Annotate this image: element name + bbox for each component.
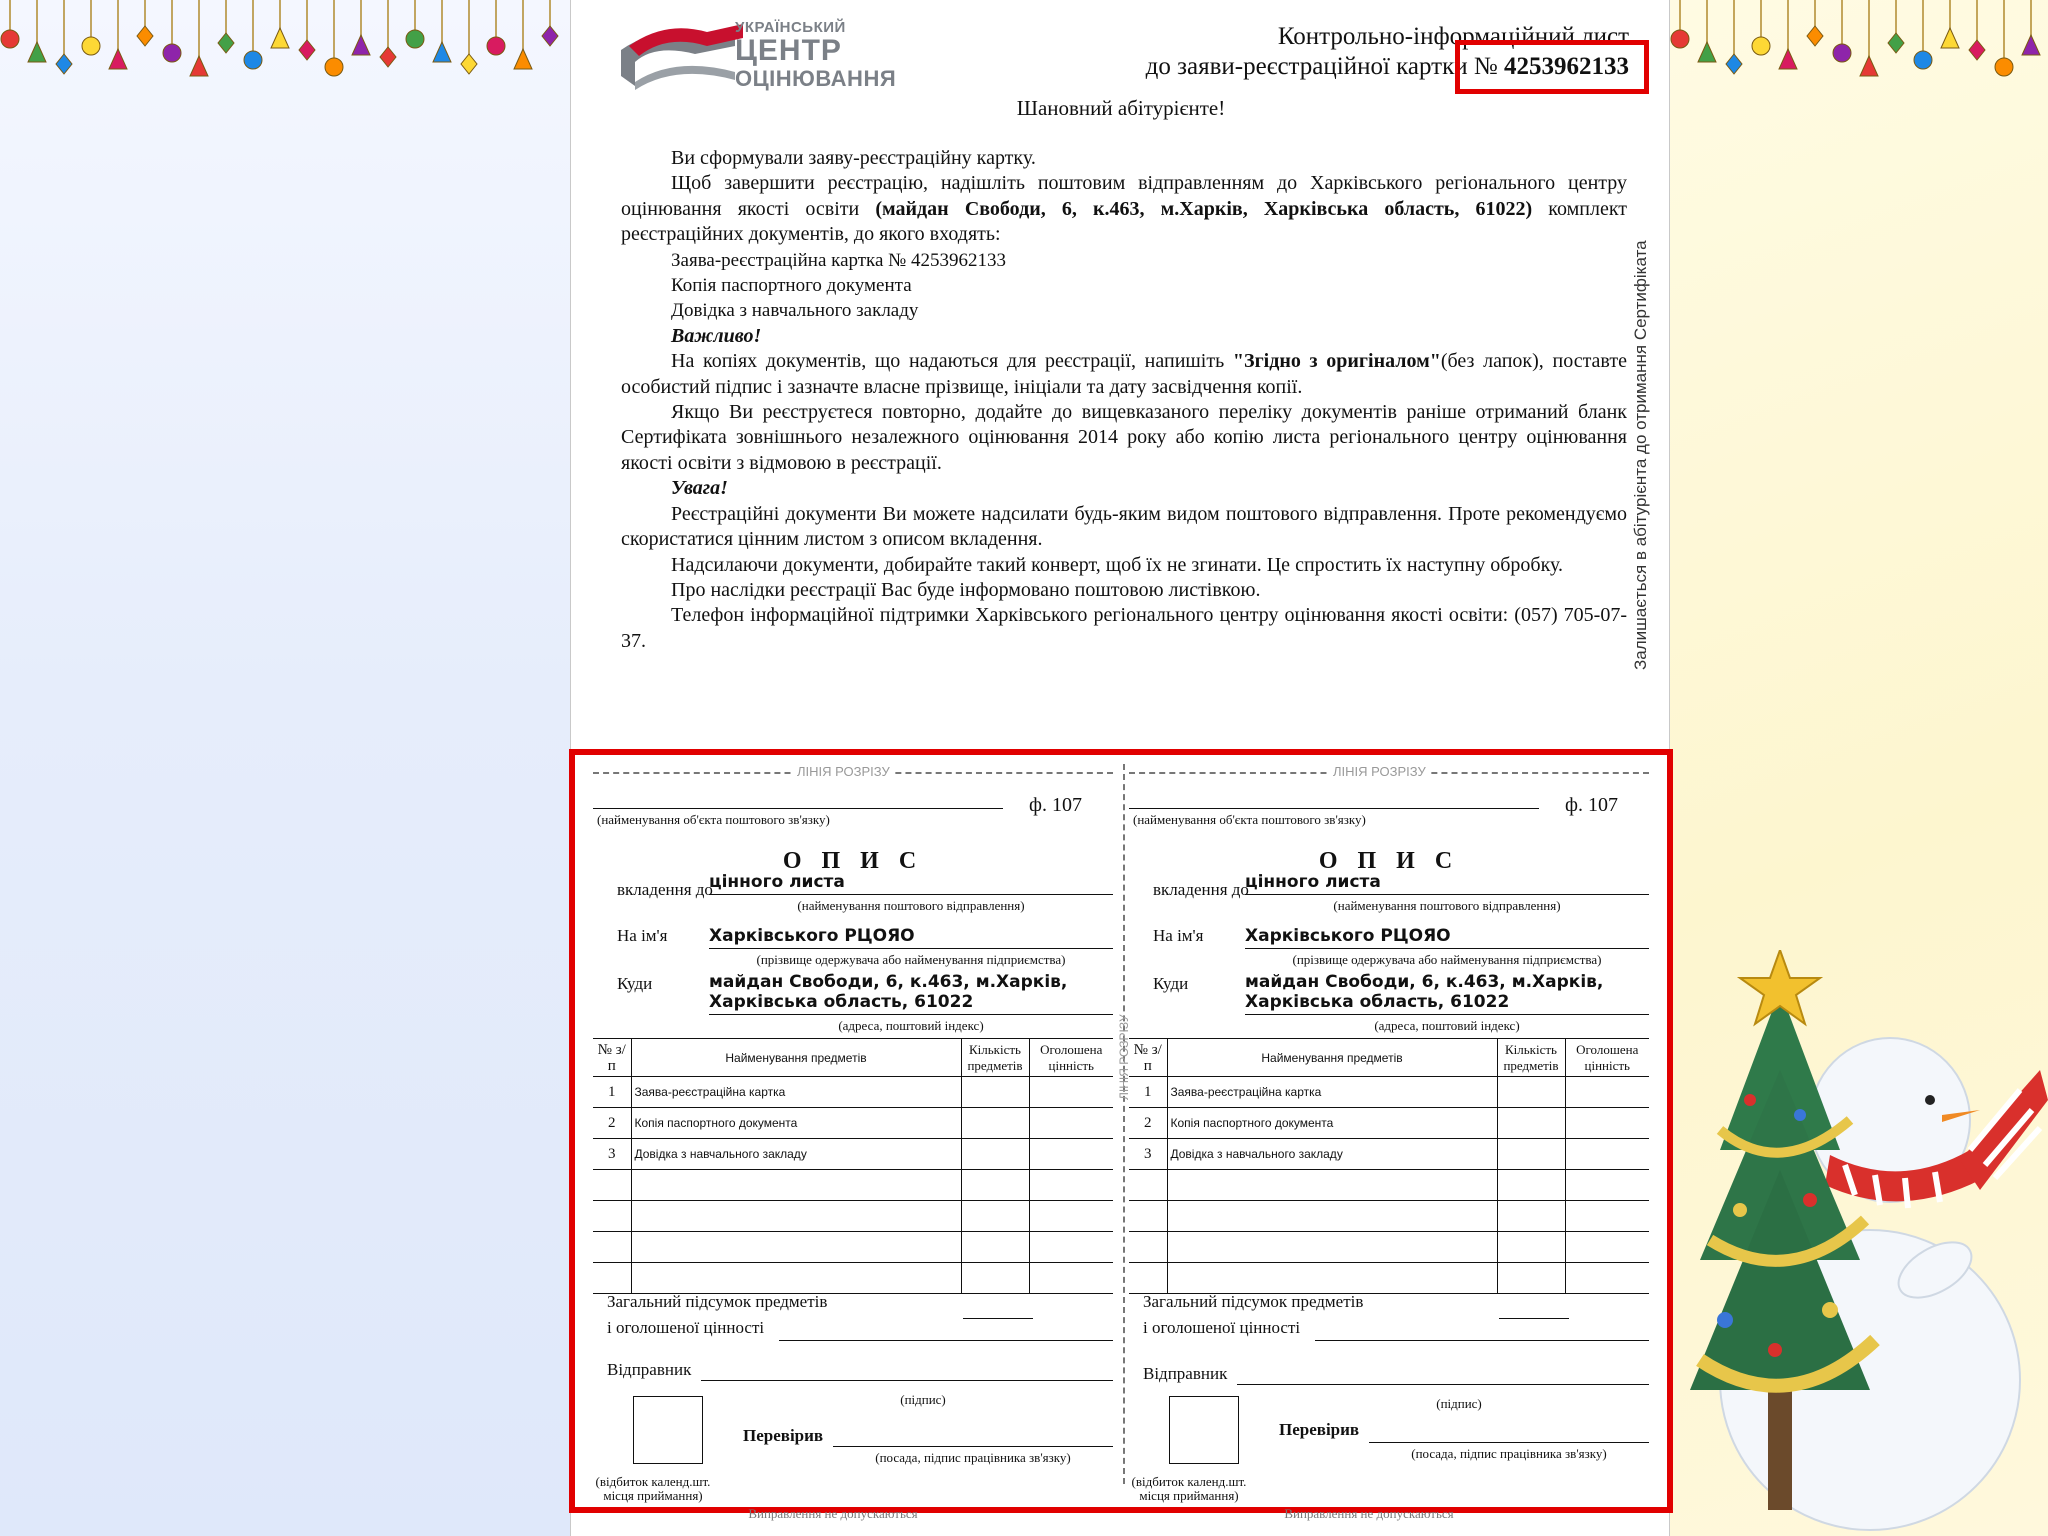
- address-hint: (адреса, поштовий індекс): [1374, 1018, 1520, 1033]
- table-row: [1129, 1201, 1649, 1232]
- recipient-hint: (прізвище одержувача або найменування підприємства): [1292, 952, 1602, 967]
- postal-office-hint: (найменування об'єкта поштового зв'язку): [1133, 812, 1366, 827]
- address-value-2: Харківська область, 61022: [1245, 992, 1510, 1012]
- left-background: [0, 0, 570, 1536]
- table-row: [593, 1201, 1113, 1232]
- paragraph-7: Про наслідки реєстрації Вас буде інформовано поштовою листівкою.: [671, 578, 1261, 601]
- postal-office-field[interactable]: [593, 808, 1003, 809]
- row-number: 1: [1129, 1077, 1167, 1108]
- cut-label: ЛІНІЯ РОЗРІЗУ: [1329, 764, 1430, 779]
- number-highlight-frame: [1455, 40, 1649, 94]
- footer-note: Виправлення не допускаються: [748, 1506, 918, 1521]
- total-label-2: і оголошеної цінності: [607, 1318, 765, 1337]
- row-number: 2: [593, 1108, 631, 1139]
- ornament-snowflake-icon: [1888, 33, 1904, 53]
- ornament-ball-icon: [1752, 37, 1770, 55]
- attention-heading: Увага!: [671, 477, 728, 500]
- ornament-ball-icon: [163, 44, 181, 62]
- ornament-ball-icon: [487, 37, 505, 55]
- ornament-tree-icon: [352, 35, 370, 55]
- paragraph-5: Реєстраційні документи Ви можете надсилати будь-яким видом поштового відправлення. Проте рекомендуємо скористатися цінним листом з описом вкладення.: [621, 502, 1627, 551]
- stamp-hint-2: місця приймання): [603, 1488, 703, 1503]
- address-label: Куди: [617, 974, 653, 993]
- footer-note: Виправлення не допускаються: [1284, 1506, 1454, 1521]
- col-declared-value: Оголошена цінність: [1029, 1039, 1113, 1077]
- ornament-tree-icon: [2022, 35, 2040, 55]
- sender-signature-field[interactable]: [1237, 1384, 1649, 1385]
- p3-quote: "Згідно з оригіналом": [1232, 350, 1441, 373]
- row-quantity-cell[interactable]: [961, 1108, 1029, 1139]
- table-row: [1129, 1170, 1649, 1201]
- p3-start: На копіях документів, що надаються для реєстрації, напишіть: [671, 350, 1225, 373]
- cut-label: ЛІНІЯ РОЗРІЗУ: [793, 764, 894, 779]
- row-quantity-cell[interactable]: [961, 1139, 1029, 1170]
- row-quantity-cell[interactable]: [1497, 1077, 1565, 1108]
- table-row: [1129, 1263, 1649, 1294]
- ornament-ball-icon: [1671, 30, 1689, 48]
- attach-label: вкладення до: [617, 880, 713, 899]
- table-row: [593, 1077, 1113, 1108]
- registration-number: 4253962133: [1504, 53, 1629, 80]
- stamp-hint-1: (відбиток календ.шт.: [1131, 1474, 1247, 1489]
- ornament-snowflake-icon: [299, 40, 315, 60]
- attach-value: цінного листа: [709, 872, 845, 892]
- checked-hint: (посада, підпис працівника зв'язку): [1411, 1446, 1607, 1461]
- col-quantity: Кількість предметів: [1497, 1039, 1565, 1077]
- table-row: [593, 1170, 1113, 1201]
- p2-start: Щоб завершити реєстрацію, надішліть поштовим відправленням до Харківського регіонального центру оцінювання якості освіти: [621, 172, 1627, 220]
- ornament-ball-icon: [244, 51, 262, 69]
- row-quantity-cell[interactable]: [1497, 1108, 1565, 1139]
- form-number: ф. 107: [1029, 794, 1082, 816]
- total-label-1: Загальний підсумок предметів: [607, 1292, 828, 1311]
- title-line-2-text: до заяви-реєстраційної картки: [1145, 53, 1468, 80]
- ornament-ball-icon: [325, 58, 343, 76]
- ornament-snowflake-icon: [380, 47, 396, 67]
- table-row: [1129, 1139, 1649, 1170]
- p2-address: (майдан Свободи, 6, к.463, м.Харків, Харківська область, 61022): [875, 197, 1533, 220]
- logo-line-2: ЦЕНТР: [735, 34, 842, 67]
- row-value-cell[interactable]: [1565, 1108, 1649, 1139]
- paragraph-4: Якщо Ви реєструєтеся повторно, додайте до вищевказаного переліку документів раніше отриманий бланк Сертифіката зовнішнього незалежного оцінювання 2014 року або копію листа регіонального центру оцінювання якості освіти з відмовою в реєстрації.: [621, 401, 1627, 474]
- checked-label: Перевірив: [1279, 1420, 1360, 1439]
- doc-item-3: Довідка з навчального закладу: [671, 300, 919, 322]
- ornament-tree-icon: [1941, 28, 1959, 48]
- ornament-snowflake-icon: [542, 26, 558, 46]
- address-underline: [1245, 1014, 1649, 1015]
- address-label: Куди: [1153, 974, 1189, 993]
- recipient-label: На ім'я: [617, 926, 668, 945]
- attach-underline: [709, 894, 1113, 895]
- ornament-ball-icon: [82, 37, 100, 55]
- items-table: [593, 1038, 1113, 1294]
- table-row: [593, 1263, 1113, 1294]
- stamp-hint-2: місця приймання): [1139, 1488, 1239, 1503]
- ornament-snowflake-icon: [1807, 26, 1823, 46]
- checked-label: Перевірив: [743, 1426, 824, 1445]
- row-number: 3: [593, 1139, 631, 1170]
- opys-form-left: [593, 760, 1123, 1520]
- p2-end: комплект реєстраційних документів, до якого входять:: [621, 197, 1628, 246]
- letter-body: [621, 146, 1627, 654]
- table-row: [1129, 1232, 1649, 1263]
- logo-line-1: УКРАЇНСЬКИЙ: [735, 19, 846, 36]
- ornament-tree-icon: [271, 28, 289, 48]
- total-value-field[interactable]: [1315, 1340, 1649, 1341]
- table-row: [1129, 1077, 1649, 1108]
- snowman-tree-illustration: [1680, 950, 2048, 1536]
- cut-divider: [1123, 764, 1125, 1484]
- col-number: № з/п: [593, 1039, 631, 1077]
- row-item-name: Довідка з навчального закладу: [631, 1139, 961, 1170]
- col-item-name: Найменування предметів: [631, 1039, 961, 1077]
- important-heading: Важливо!: [671, 324, 762, 347]
- recipient-label: На ім'я: [1153, 926, 1204, 945]
- row-value-cell[interactable]: [1029, 1108, 1113, 1139]
- col-number: № з/п: [1129, 1039, 1167, 1077]
- postmark-box: [1169, 1396, 1239, 1464]
- ornament-snowflake-icon: [137, 26, 153, 46]
- ornament-ball-icon: [1995, 58, 2013, 76]
- postal-office-field[interactable]: [1129, 808, 1539, 809]
- row-number: 2: [1129, 1108, 1167, 1139]
- checked-hint: (посада, підпис працівника зв'язку): [875, 1450, 1071, 1465]
- row-item-name: Копія паспортного документа: [1167, 1108, 1497, 1139]
- sender-signature-field[interactable]: [701, 1380, 1113, 1381]
- opys-title: О П И С: [1318, 848, 1460, 874]
- table-row: [593, 1108, 1113, 1139]
- col-item-name: Найменування предметів: [1167, 1039, 1497, 1077]
- greeting: Шановний абітурієнте!: [1016, 96, 1226, 120]
- side-note-vertical: Залишається в абітурієнта до отримання Сертифіката: [1631, 240, 1650, 670]
- items-table: [1129, 1038, 1649, 1294]
- col-declared-value: Оголошена цінність: [1565, 1039, 1649, 1077]
- p3-end: (без лапок), поставте особистий підпис і зазначте власне прізвище, ініціали та дату засвідчення копії.: [621, 350, 1627, 398]
- paragraph-6: Надсилаючи документи, добирайте такий конверт, щоб їх не згинати. Це спростить їх наступну обробку.: [671, 553, 1564, 576]
- row-value-cell[interactable]: [1565, 1139, 1649, 1170]
- table-row: [1129, 1108, 1649, 1139]
- address-value-1: майдан Свободи, 6, к.463, м.Харків,: [1245, 972, 1604, 992]
- row-value-cell[interactable]: [1029, 1077, 1113, 1108]
- attach-underline: [1245, 894, 1649, 895]
- address-value-1: майдан Свободи, 6, к.463, м.Харків,: [709, 972, 1068, 992]
- row-number: 3: [1129, 1139, 1167, 1170]
- stamp-hint-1: (відбиток календ.шт.: [595, 1474, 711, 1489]
- row-item-name: Заява-реєстраційна картка: [631, 1077, 961, 1108]
- ornament-tree-icon: [109, 49, 127, 69]
- checked-signature-field[interactable]: [1369, 1442, 1649, 1443]
- ornament-tree-icon: [1860, 56, 1878, 76]
- row-value-cell[interactable]: [1565, 1077, 1649, 1108]
- checked-signature-field[interactable]: [833, 1446, 1113, 1447]
- sender-label: Відправник: [607, 1360, 692, 1379]
- title-line-1: Контрольно-інформаційний лист: [1277, 23, 1629, 50]
- ornament-snowflake-icon: [461, 54, 477, 74]
- ornament-tree-icon: [1698, 42, 1716, 62]
- address-underline: [709, 1014, 1113, 1015]
- ornament-snowflake-icon: [218, 33, 234, 53]
- row-item-name: Копія паспортного документа: [631, 1108, 961, 1139]
- paragraph-8: Телефон інформаційної підтримки Харківського регіонального центру оцінювання якості освіти: (057) 705-07-37.: [621, 604, 1627, 652]
- row-item-name: Заява-реєстраційна картка: [1167, 1077, 1497, 1108]
- address-value-2: Харківська область, 61022: [709, 992, 974, 1012]
- attach-label: вкладення до: [1153, 880, 1249, 899]
- attach-hint: (найменування поштового відправлення): [1333, 898, 1561, 913]
- total-label-1: Загальний підсумок предметів: [1143, 1292, 1364, 1311]
- table-row: [593, 1232, 1113, 1263]
- ornament-tree-icon: [28, 42, 46, 62]
- paragraph-3: [621, 349, 1627, 400]
- row-number: 1: [593, 1077, 631, 1108]
- ornament-ball-icon: [1914, 51, 1932, 69]
- row-value-cell[interactable]: [1029, 1139, 1113, 1170]
- attach-hint: (найменування поштового відправлення): [797, 898, 1025, 913]
- opys-title: О П И С: [782, 848, 924, 874]
- recipient-value: Харківського РЦОЯО: [1245, 926, 1451, 946]
- recipient-hint: (прізвище одержувача або найменування підприємства): [756, 952, 1066, 967]
- row-quantity-cell[interactable]: [961, 1077, 1029, 1108]
- recipient-underline: [709, 948, 1113, 949]
- address-hint: (адреса, поштовий індекс): [838, 1018, 984, 1033]
- ornament-ball-icon: [406, 30, 424, 48]
- total-value-field[interactable]: [779, 1340, 1113, 1341]
- total-count-field[interactable]: [1499, 1318, 1569, 1319]
- ornament-snowflake-icon: [1969, 40, 1985, 60]
- sender-label: Відправник: [1143, 1364, 1228, 1383]
- total-label-2: і оголошеної цінності: [1143, 1318, 1301, 1337]
- ornament-tree-icon: [514, 49, 532, 69]
- form-number: ф. 107: [1565, 794, 1618, 816]
- signature-hint: (підпис): [900, 1392, 946, 1407]
- ornament-tree-icon: [433, 42, 451, 62]
- paragraph-1: Ви сформували заяву-реєстраційну картку.: [671, 147, 1036, 169]
- divider-label: ЛІНІЯ РОЗРІЗУ: [1117, 1014, 1131, 1100]
- attach-value: цінного листа: [1245, 872, 1381, 892]
- logo-text: [735, 20, 896, 90]
- doc-item-1: Заява-реєстраційна картка № 4253962133: [671, 249, 1007, 271]
- row-quantity-cell[interactable]: [1497, 1139, 1565, 1170]
- doc-item-2: Копія паспортного документа: [671, 275, 912, 297]
- ornament-snowflake-icon: [56, 54, 72, 74]
- recipient-value: Харківського РЦОЯО: [709, 926, 915, 946]
- postal-office-hint: (найменування об'єкта поштового зв'язку): [597, 812, 830, 827]
- ornament-ball-icon: [1, 30, 19, 48]
- ornament-tree-icon: [1779, 49, 1797, 69]
- total-count-field[interactable]: [963, 1318, 1033, 1319]
- row-item-name: Довідка з навчального закладу: [1167, 1139, 1497, 1170]
- ornament-ball-icon: [1833, 44, 1851, 62]
- ornament-tree-icon: [190, 56, 208, 76]
- christmas-ornaments-right: [1670, 0, 2048, 96]
- opys-form-right: [1129, 760, 1659, 1520]
- paragraph-2: [621, 171, 1627, 247]
- document-sheet: [570, 0, 1670, 1536]
- logo-line-3: ОЦІНЮВАННЯ: [735, 66, 897, 91]
- number-prefix: №: [1473, 53, 1498, 80]
- col-quantity: Кількість предметів: [961, 1039, 1029, 1077]
- recipient-underline: [1245, 948, 1649, 949]
- ornament-snowflake-icon: [1726, 54, 1742, 74]
- christmas-ornaments-left: [0, 0, 570, 96]
- postmark-box: [633, 1396, 703, 1464]
- signature-hint: (підпис): [1436, 1396, 1482, 1411]
- table-row: [593, 1139, 1113, 1170]
